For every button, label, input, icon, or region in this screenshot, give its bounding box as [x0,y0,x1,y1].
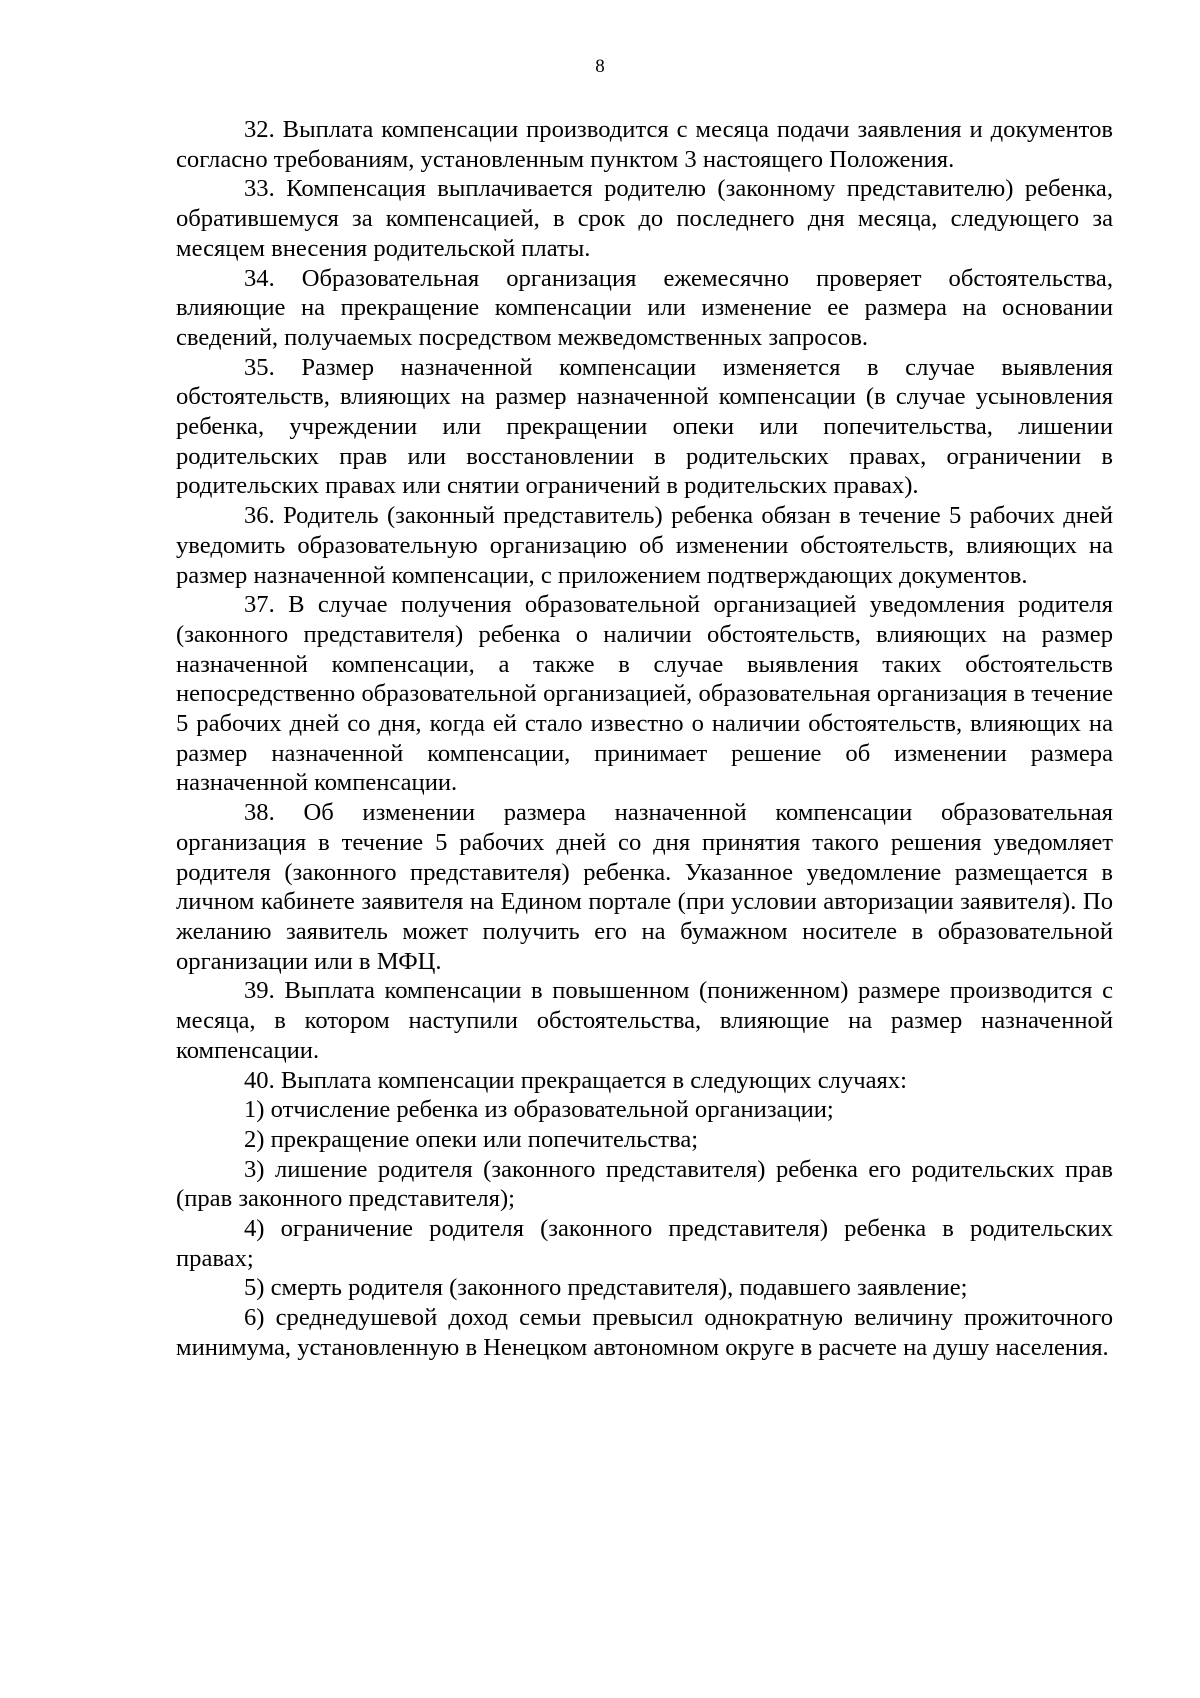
list-item-1: 1) отчисление ребенка из образовательной организации; [244,1096,834,1124]
paragraph-36: 36. Родитель (законный представитель) ребенка обязан в течение 5 рабочих дней уведомить образовательную организацию об изменении обстоятельств, влияющих на размер назначенной компенсации, с приложением подтверждающих документов. [176,502,1113,589]
list-item-2: 2) прекращение опеки или попечительства; [244,1125,699,1153]
paragraph-34: 34. Образовательная организация ежемесячно проверяет обстоятельства, влияющие на прекращение компенсации или изменение ее размера на основании сведений, получаемых посредством межведомственных запросов. [176,264,1113,351]
paragraph-32: 32. Выплата компенсации производится с месяца подачи заявления и документов согласно требованиям, установленным пунктом 3 настоящего Положения. [176,116,1113,173]
paragraph-33: 33. Компенсация выплачивается родителю (законному представителю) ребенка, обратившемуся за компенсацией, в срок до последнего дня месяца, следующего за месяцем внесения родительской платы. [176,175,1113,262]
paragraph-40: 40. Выплата компенсации прекращается в следующих случаях: [244,1066,907,1094]
paragraph-35: 35. Размер назначенной компенсации изменяется в случае выявления обстоятельств, влияющих на размер назначенной компенсации (в случае усыновления ребенка, учреждении или прекращении опеки или попечительства, лишении родительских прав или восстановлении в родительских правах, ограничении в родительских правах или снятии ограничений в родительских правах). [176,353,1113,500]
paragraph-37: 37. В случае получения образовательной организацией уведомления родителя (законного представителя) ребенка о наличии обстоятельств, влияющих на размер назначенной компенсации, а также в случае выявления таких обстоятельств непосредственно образовательной организацией, образовательная организация в течение 5 рабочих дней со дня, когда ей стало известно о наличии обстоятельств, влияющих на размер назначенной компенсации, принимает решение об изменении размера назначенной компенсации. [176,591,1113,797]
page-number: 8 [595,56,605,77]
document-body [176,115,1113,1363]
paragraph-38: 38. Об изменении размера назначенной компенсации образовательная организация в течение 5 рабочих дней со дня принятия такого решения уведомляет родителя (законного представителя) ребенка. Указанное уведомление размещается в личном кабинете заявителя на Едином портале (при условии авторизации заявителя). По желанию заявитель может получить его на бумажном носителе в образовательной организации или в МФЦ. [176,799,1113,975]
list-item-6: 6) среднедушевой доход семьи превысил однократную величину прожиточного минимума, установленную в Ненецком автономном округе в расчете на душу населения. [176,1304,1113,1361]
list-item-3: 3) лишение родителя (законного представителя) ребенка его родительских прав (прав законного представителя); [176,1155,1113,1213]
list-item-4: 4) ограничение родителя (законного представителя) ребенка в родительских правах; [176,1215,1113,1272]
paragraph-39: 39. Выплата компенсации в повышенном (пониженном) размере производится с месяца, в котором наступили обстоятельства, влияющие на размер назначенной компенсации. [176,977,1113,1064]
list-item-5: 5) смерть родителя (законного представителя), подавшего заявление; [244,1274,968,1302]
